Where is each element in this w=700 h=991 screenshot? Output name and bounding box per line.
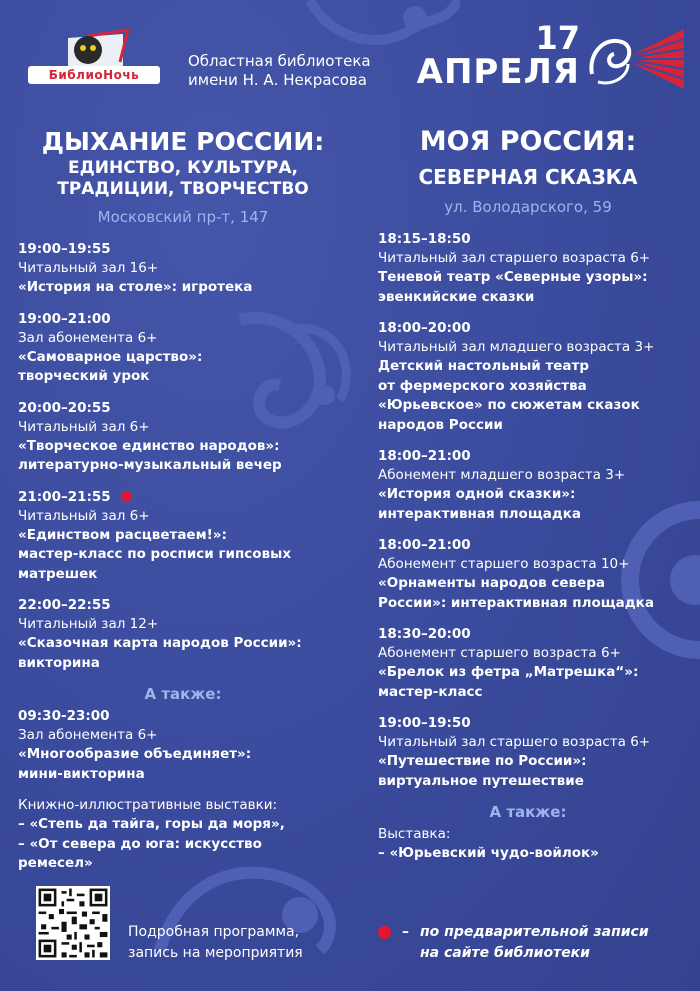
event-item: 20:00–20:55 Читальный зал 6+ «Творческое единство народов»: литературно-музыкальный вечер <box>18 399 282 473</box>
event-item: 21:00–21:55 Читальный зал 6+ «Единством расцветаем!»: мастер-класс по росписи гипсовых матрешек <box>18 488 292 582</box>
right-heading: МОЯ РОССИЯ: <box>419 126 637 157</box>
left-heading: ДЫХАНИЕ РОССИИ: <box>41 127 325 156</box>
right-subheading: СЕВЕРНАЯ СКАЗКА <box>418 165 638 189</box>
registration-legend: – по предварительной записи на сайте библиотеки <box>378 922 649 964</box>
qr-code-icon[interactable] <box>36 886 110 960</box>
event-item: 18:15–18:50 Читальный зал старшего возраста 6+ Теневой театр «Северные узоры»: эвенкийские сказки <box>378 231 651 305</box>
library-name: Областная библиотека имени Н. А. Некрасова <box>188 52 371 89</box>
date-month: АПРЕЛЯ <box>416 52 580 92</box>
right-exhibition: Выставка: – «Юрьевский чудо-войлок» <box>378 826 599 861</box>
folk-fan-ornament-icon <box>584 24 684 94</box>
left-also-heading: А также: <box>144 685 222 703</box>
event-item: 22:00–22:55 Читальный зал 12+ «Сказочная карта народов России»: викторина <box>18 597 302 671</box>
event-item: 18:00–21:00 Абонемент младшего возраста 3+ «История одной сказки»: интерактивная площадка <box>378 448 626 522</box>
logo-text: БиблиоНочь <box>28 66 160 84</box>
right-column <box>378 128 678 864</box>
left-column <box>18 128 348 874</box>
left-address: Московский пр-т, 147 <box>97 208 269 226</box>
event-item: 19:00–21:00 Зал абонемента 6+ «Самоварное царство»: творческий урок <box>18 310 203 384</box>
event-item: 09:30-23:00 Зал абонемента 6+ «Многообразие объединяет»: мини-викторина <box>18 708 252 782</box>
date-day: 17 <box>535 19 580 57</box>
event-item: 19:00–19:50 Читальный зал старшего возраста 6+ «Путешествие по России»: виртуальное путешествие <box>378 715 651 789</box>
right-address: ул. Володарского, 59 <box>444 198 612 216</box>
registration-dot-icon <box>121 491 132 502</box>
left-exhibitions: Книжно-иллюстративные выставки: – «Степь да тайга, горы да моря», – «От севера до юга: искусство ремесел» <box>18 797 285 871</box>
event-item: 18:00–21:00 Абонемент старшего возраста 10+ «Орнаменты народов севера России»: интерактивная площадка <box>378 537 654 611</box>
event-item: 18:30–20:00 Абонемент старшего возраста 6+ «Брелок из фетра „Матрешка“»: мастер-класс <box>378 626 639 700</box>
event-item: 19:00–19:55 Читальный зал 16+ «История на столе»: игротека <box>18 241 253 295</box>
event-item: 18:00–20:00 Читальный зал младшего возраста 3+ Детский настольный театр от фермерского хозяйства «Юрьевское» по сюжетам сказок народов России <box>378 320 655 433</box>
program-note: Подробная программа, запись на мероприятия <box>128 924 303 961</box>
event-date <box>416 19 580 92</box>
registration-dot-icon <box>378 926 391 939</box>
right-also-heading: А также: <box>489 803 567 821</box>
left-subheading: ЕДИНСТВО, КУЛЬТУРА, ТРАДИЦИИ, ТВОРЧЕСТВО <box>57 158 309 199</box>
